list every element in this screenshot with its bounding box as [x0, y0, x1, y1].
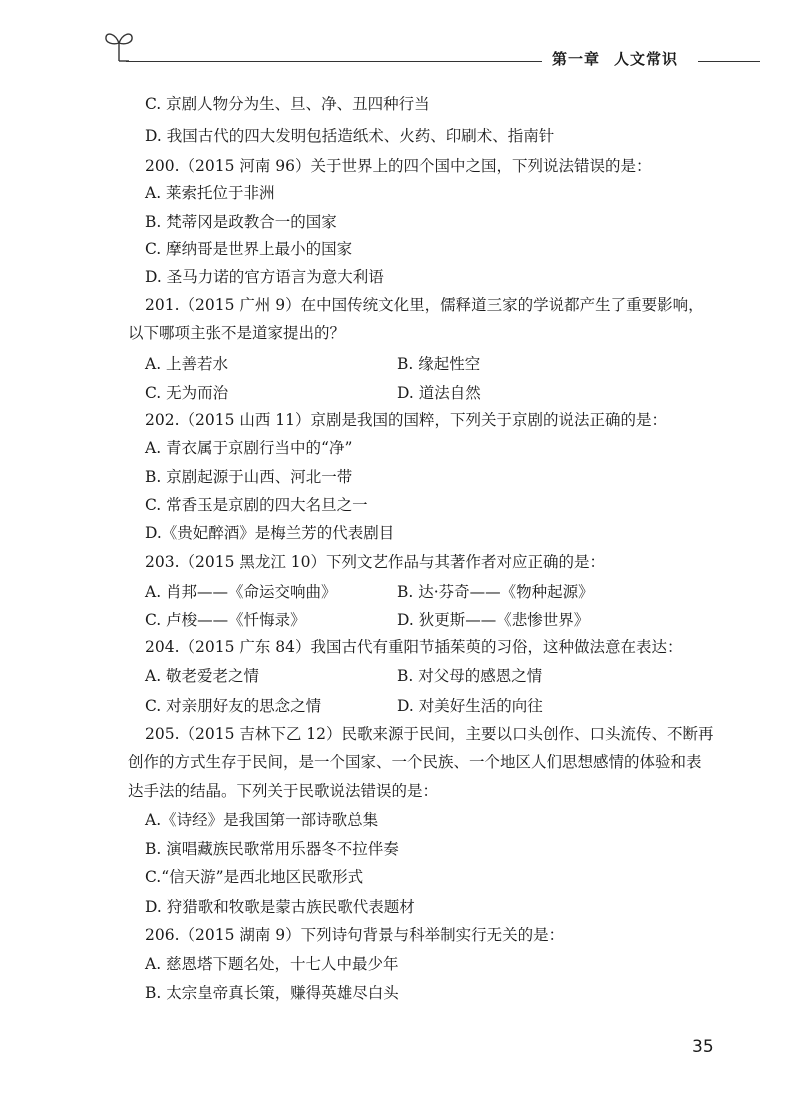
question-206: 206.（2015 湖南 9）下列诗句背景与科举制实行无关的是：	[145, 926, 565, 944]
option-line: A. 敬老爱老之情	[145, 667, 260, 685]
chapter-section: 人文常识	[614, 50, 679, 68]
option-line: A.《诗经》是我国第一部诗歌总集	[145, 811, 379, 829]
option-line: D. 对美好生活的向往	[397, 697, 543, 715]
option-line: C. 常香玉是京剧的四大名旦之一	[145, 496, 368, 514]
question-205-cont: 达手法的结晶。下列关于民歌说法错误的是：	[128, 782, 439, 800]
option-line: C. 对亲朋好友的思念之情	[145, 697, 322, 715]
question-203: 203.（2015 黑龙江 10）下列文艺作品与其著作者对应正确的是：	[145, 553, 606, 571]
question-202: 202.（2015 山西 11）京剧是我国的国粹，下列关于京剧的说法正确的是：	[145, 411, 668, 429]
chapter-title	[552, 48, 678, 69]
option-line: A. 青衣属于京剧行当中的“净”	[145, 439, 353, 457]
option-line: B. 梵蒂冈是政教合一的国家	[145, 213, 337, 231]
question-205-cont: 创作的方式生存于民间，是一个国家、一个民族、一个地区人们思想感情的体验和表	[128, 753, 702, 771]
header-rule-left	[126, 61, 542, 62]
option-line: C. 卢梭——《忏悔录》	[145, 611, 306, 629]
option-line: D. 圣马力诺的官方语言为意大利语	[145, 268, 384, 286]
option-line: B. 达·芬奇——《物种起源》	[397, 583, 594, 601]
option-line: A. 莱索托位于非洲	[145, 184, 275, 202]
option-line: D. 狩猎歌和牧歌是蒙古族民歌代表题材	[145, 898, 415, 916]
option-line: B. 演唱藏族民歌常用乐器冬不拉伴奏	[145, 840, 399, 858]
option-line: D. 我国古代的四大发明包括造纸术、火药、印刷术、指南针	[145, 127, 555, 145]
option-line: D. 道法自然	[397, 384, 481, 402]
option-line: D.《贵妃醉酒》是梅兰芳的代表剧目	[145, 524, 395, 542]
page-header	[0, 0, 800, 80]
chapter-number: 第一章	[552, 50, 601, 68]
option-line: B. 京剧起源于山西、河北一带	[145, 468, 353, 486]
option-line: B. 太宗皇帝真长策，赚得英雄尽白头	[145, 984, 399, 1002]
option-line: C. 摩纳哥是世界上最小的国家	[145, 240, 353, 258]
option-line: C. 无为而治	[145, 384, 229, 402]
option-line: A. 上善若水	[145, 355, 229, 373]
page-number: 35	[692, 1037, 714, 1057]
option-line: C. 京剧人物分为生、旦、净、丑四种行当	[145, 95, 430, 113]
question-200: 200.（2015 河南 96）关于世界上的四个国中之国，下列说法错误的是：	[145, 157, 652, 175]
question-201: 201.（2015 广州 9）在中国传统文化里，儒释道三家的学说都产生了重要影响，	[145, 296, 704, 314]
question-204: 204.（2015 广东 84）我国古代有重阳节插茱萸的习俗，这种做法意在表达：	[145, 638, 683, 656]
option-line: B. 缘起性空	[397, 355, 481, 373]
question-205: 205.（2015 吉林下乙 12）民歌来源于民间，主要以口头创作、口头流传、不断再	[145, 725, 714, 743]
option-line: A. 慈恩塔下题名处，十七人中最少年	[145, 955, 399, 973]
sprout-icon	[104, 28, 134, 62]
option-line: C.“信天游”是西北地区民歌形式	[145, 868, 364, 886]
option-line: B. 对父母的感恩之情	[397, 667, 543, 685]
option-line: D. 狄更斯——《悲惨世界》	[397, 611, 590, 629]
header-rule-right	[698, 61, 760, 62]
option-line: A. 肖邦——《命运交响曲》	[145, 583, 337, 601]
question-201-cont: 以下哪项主张不是道家提出的？	[128, 324, 346, 342]
